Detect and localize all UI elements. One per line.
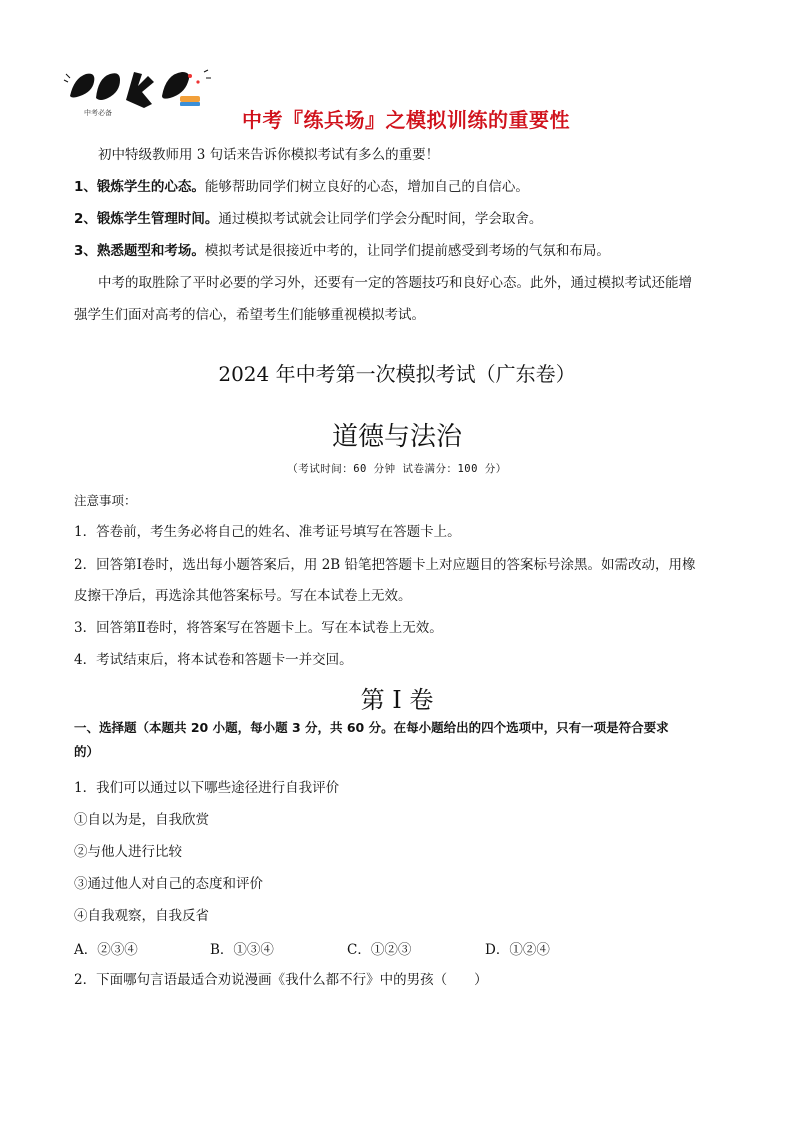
question-2: 2．下面哪句言语最适合劝说漫画《我什么都不行》中的男孩（ ）	[74, 972, 488, 988]
question-1-item-4: ④自我观察，自我反省	[74, 908, 209, 924]
subject-title: 道德与法治	[331, 422, 462, 452]
question-1-option-a: A．②③④	[74, 942, 138, 958]
question-1: 1．我们可以通过以下哪些途径进行自我评价	[74, 780, 340, 796]
question-1-item-2: ②与他人进行比较	[74, 844, 182, 860]
point-text: 模拟考试是很接近中考的，让同学们提前感受到考场的气氛和布局。	[204, 243, 610, 259]
point-text: 能够帮助同学们树立良好的心态，增加自己的自信心。	[204, 179, 529, 195]
question-1-option-b: B．①③④	[210, 942, 274, 958]
section-instruction-line-1: 一、选择题（本题共 20 小题，每小题 3 分，共 60 分。在每小题给出的四个选项中，只有一项是符合要求	[74, 720, 669, 735]
exam-meta: （考试时间：60 分钟 试卷满分：100 分）	[287, 463, 507, 475]
promo-intro: 初中特级教师用 3 句话来告诉你模拟考试有多么的重要！	[98, 147, 440, 163]
promo-closing-line-2: 强学生们面对高考的信心，希望考生们能够重视模拟考试。	[74, 307, 425, 323]
notes-heading: 注意事项：	[74, 493, 137, 508]
notes-item-4: 4．考试结束后，将本试卷和答题卡一并交回。	[74, 652, 353, 668]
section-instruction-line-2: 的）	[74, 744, 100, 759]
question-1-item-1: ①自以为是，自我欣赏	[74, 812, 209, 828]
section-title: 第 I 卷	[360, 686, 434, 714]
logo-tagline: 中考必备	[84, 109, 112, 117]
promo-title: 中考『练兵场』之模拟训练的重要性	[242, 108, 570, 132]
promo-point-1	[74, 177, 529, 197]
point-lead: 1、锻炼学生的心态。	[74, 179, 205, 195]
question-1-option-c: C．①②③	[347, 942, 412, 958]
notes-item-2: 2．回答第Ⅰ卷时，选出每小题答案后，用 2B 铅笔把答题卡上对应题目的答案标号涂黑。如需改动，用橡	[74, 557, 696, 573]
question-1-option-d: D．①②④	[485, 942, 550, 958]
notes-item-3: 3．回答第Ⅱ卷时，将答案写在答题卡上。写在本试卷上无效。	[74, 620, 443, 636]
promo-point-2	[74, 209, 542, 229]
exam-title: 2024 年中考第一次模拟考试（广东卷）	[218, 362, 576, 386]
question-1-item-3: ③通过他人对自己的态度和评价	[74, 876, 263, 892]
point-text: 通过模拟考试就会让同学们学会分配时间，学会取舍。	[218, 211, 543, 227]
notes-item-1: 1．答卷前，考生务必将自己的姓名、准考证号填写在答题卡上。	[74, 524, 461, 540]
point-lead: 2、锻炼学生管理时间。	[74, 211, 219, 227]
point-lead: 3、熟悉题型和考场。	[74, 243, 205, 259]
notes-item-2-cont: 皮擦干净后，再选涂其他答案标号。写在本试卷上无效。	[74, 588, 412, 604]
promo-closing-line-1: 中考的取胜除了平时必要的学习外，还要有一定的答题技巧和良好心态。此外，通过模拟考试还能增	[98, 275, 692, 291]
promo-point-3	[74, 241, 610, 261]
